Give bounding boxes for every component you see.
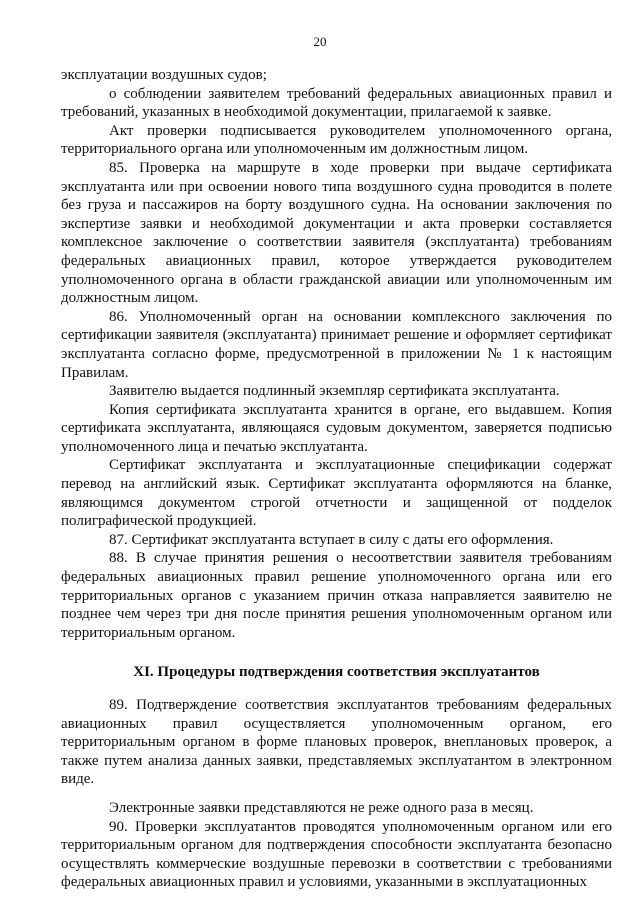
page-number: 20 (313, 34, 327, 49)
paragraph: Сертификат эксплуатанта и эксплуатационные спецификации содержат перевод на английский язык. Сертификат эксплуатанта оформляются на бланке, являющимся документом строгой отчетности и защищенной от подделок полиграфической продукцией. (61, 457, 612, 530)
document-body (61, 66, 612, 892)
paragraph: Заявителю выдается подлинный экземпляр сертификата эксплуатанта. (109, 383, 560, 400)
paragraph-88: 88. В случае принятия решения о несоответствии заявителя требованиям федеральных авиационных правил решение уполномоченного органа или его территориальных органов с указанием причин отказа направляется заявителю не позднее чем через три дня после принятия решения уполномоченным органом или территориальным органом. (61, 550, 612, 641)
paragraph-89: 89. Подтверждение соответствия эксплуатантов требованиям федеральных авиационных правил осуществляется уполномоченным органом, его территориальным органом в форме плановых проверок, внеплановых проверок, а также путем анализа данных заявки, представляемых эксплуатантом в электронном виде. (61, 697, 612, 788)
section-heading: XI. Процедуры подтверждения соответствия эксплуатантов (133, 664, 540, 681)
paragraph-86: 86. Уполномоченный орган на основании комплексного заключения по сертификации заявителя (эксплуатанта) принимает решение и оформляет сертификат эксплуатанта согласно форме, предусмотренной в приложении № 1 к настоящим Правилам. (61, 308, 612, 381)
paragraph-85: 85. Проверка на маршруте в ходе проверки при выдаче сертификата эксплуатанта или при освоении нового типа воздушного судна проводится в полете без груза и пассажиров на борту воздушного судна. На основании заключения по экспертизе заявки и необходимой документации и акта проверки составляется комплексное заключение о соответствии заявителя (эксплуатанта) требованиям федеральных авиационных правил, которое утверждается руководителем уполномоченного органа в области гражданской авиации или уполномоченным им должностным лицом. (61, 159, 612, 307)
paragraph: Копия сертификата эксплуатанта хранится в органе, его выдавшем. Копия сертификата эксплуатанта, являющаяся судовым документом, заверяется подписью уполномоченного лица и печатью эксплуатанта. (61, 401, 612, 455)
paragraph: эксплуатации воздушных судов; (61, 67, 267, 83)
paragraph-87: 87. Сертификат эксплуатанта вступает в силу с даты его оформления. (109, 531, 554, 548)
paragraph-90: 90. Проверки эксплуатантов проводятся уполномоченным органом или его территориальным органом для подтверждения способности эксплуатанта безопасно осуществлять коммерческие воздушные перевозки в соответствии с требованиями федеральных авиационных правил и условиями, указанными в эксплуатационных (61, 818, 612, 891)
paragraph: о соблюдении заявителем требований федеральных авиационных правил и требований, указанных в необходимой документации, прилагаемой к заявке. (61, 85, 612, 121)
paragraph: Акт проверки подписывается руководителем уполномоченного органа, территориального органа или уполномоченным им должностным лицом. (61, 122, 612, 158)
paragraph: Электронные заявки представляются не реже одного раза в месяц. (109, 799, 534, 816)
